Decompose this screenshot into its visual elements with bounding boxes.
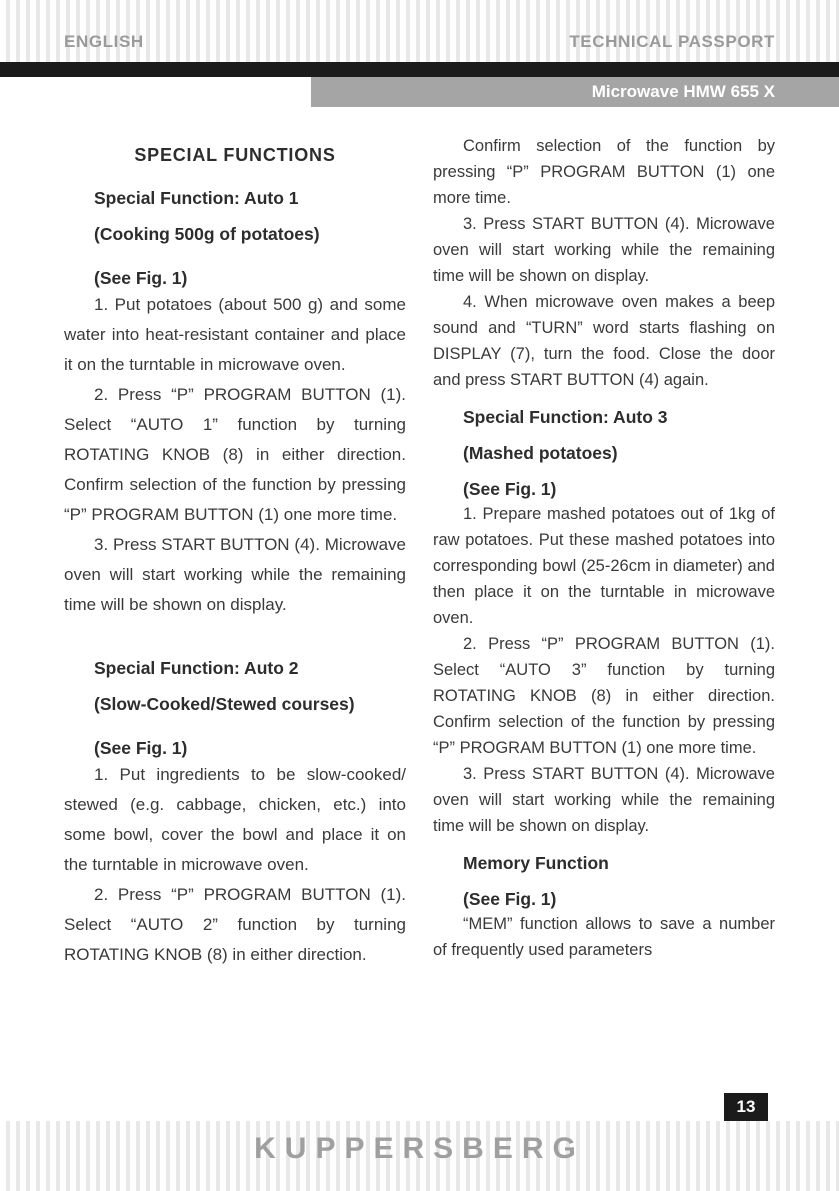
section-title: SPECIAL FUNCTIONS: [134, 145, 336, 165]
header-language-label: ENGLISH: [64, 32, 144, 51]
model-bar: [0, 77, 839, 107]
paragraph-memory-function: “MEM” function allows to save a number of frequently used parameters: [433, 915, 775, 959]
page-content: [0, 107, 839, 970]
figure-reference-memory: (See Fig. 1): [463, 889, 557, 909]
figure-reference-auto3: (See Fig. 1): [463, 479, 557, 499]
paragraph-auto2-step2: 2. Press “P” PROGRAM BUTTON (1). Select “AUTO 2” function by turning ROTATING KNOB (8) in either direction.: [64, 885, 406, 964]
paragraph-auto1-step3: 3. Press START BUTTON (4). Microwave oven will start working while the remaining time will be shown on display.: [64, 535, 406, 614]
paragraph-auto3-step1: 1. Prepare mashed potatoes out of 1kg of raw potatoes. Put these mashed potatoes into corresponding bowl (25-26cm in diameter) and then place it on the turntable in microwave oven.: [433, 505, 775, 627]
right-column: [433, 133, 775, 970]
brand-logo-text: KUPPERSBERG: [254, 1132, 585, 1165]
paragraph-auto2-step3: 3. Press START BUTTON (4). Microwave oven will start working while the remaining time will be shown on display.: [433, 215, 775, 285]
left-column: [64, 133, 406, 970]
heading-auto3: Special Function: Auto 3: [463, 407, 668, 427]
model-name: Microwave HMW 655 X: [311, 77, 839, 107]
paragraph-auto3-step3: 3. Press START BUTTON (4). Microwave oven will start working while the remaining time will be shown on display.: [433, 765, 775, 835]
paragraph-auto2-step4: 4. When microwave oven makes a beep sound and “TURN” word starts flashing on DISPLAY (7), turn the food. Close the door and press START BUTTON (4) again.: [433, 293, 775, 389]
paragraph-auto1-step2: 2. Press “P” PROGRAM BUTTON (1). Select “AUTO 1” function by turning ROTATING KNOB (8) in either direction. Confirm selection of the function by pressing “P” PROGRAM BUTTON (1) one more time.: [64, 385, 406, 524]
header-divider-bar: [0, 62, 839, 77]
page-header: [0, 0, 839, 62]
heading-auto2: Special Function: Auto 2: [94, 658, 299, 678]
header-document-title: TECHNICAL PASSPORT: [569, 32, 775, 51]
subheading-auto3: (Mashed potatoes): [463, 443, 618, 463]
heading-memory-function: Memory Function: [463, 853, 609, 873]
subheading-auto1: (Cooking 500g of potatoes): [94, 224, 320, 244]
paragraph-auto1-step1: 1. Put potatoes (about 500 g) and some water into heat-resistant container and place it on the turntable in microwave oven.: [64, 295, 406, 374]
figure-reference-auto2: (See Fig. 1): [94, 738, 188, 758]
subheading-auto2: (Slow-Cooked/Stewed courses): [94, 694, 355, 714]
figure-reference-auto1: (See Fig. 1): [94, 268, 188, 288]
page-number: 13: [724, 1093, 768, 1121]
heading-auto1: Special Function: Auto 1: [94, 188, 299, 208]
paragraph-auto3-step2: 2. Press “P” PROGRAM BUTTON (1). Select “AUTO 3” function by turning ROTATING KNOB (8) in either direction. Confirm selection of the function by pressing “P” PROGRAM BUTTON (1) one more time.: [433, 635, 775, 757]
paragraph-auto2-step2-continued: Confirm selection of the function by pressing “P” PROGRAM BUTTON (1) one more time.: [433, 137, 775, 207]
paragraph-auto2-step1: 1. Put ingredients to be slow-cooked/ stewed (e.g. cabbage, chicken, etc.) into some bowl, cover the bowl and place it on the turntable in microwave oven.: [64, 765, 406, 874]
page-footer: [0, 1121, 839, 1191]
